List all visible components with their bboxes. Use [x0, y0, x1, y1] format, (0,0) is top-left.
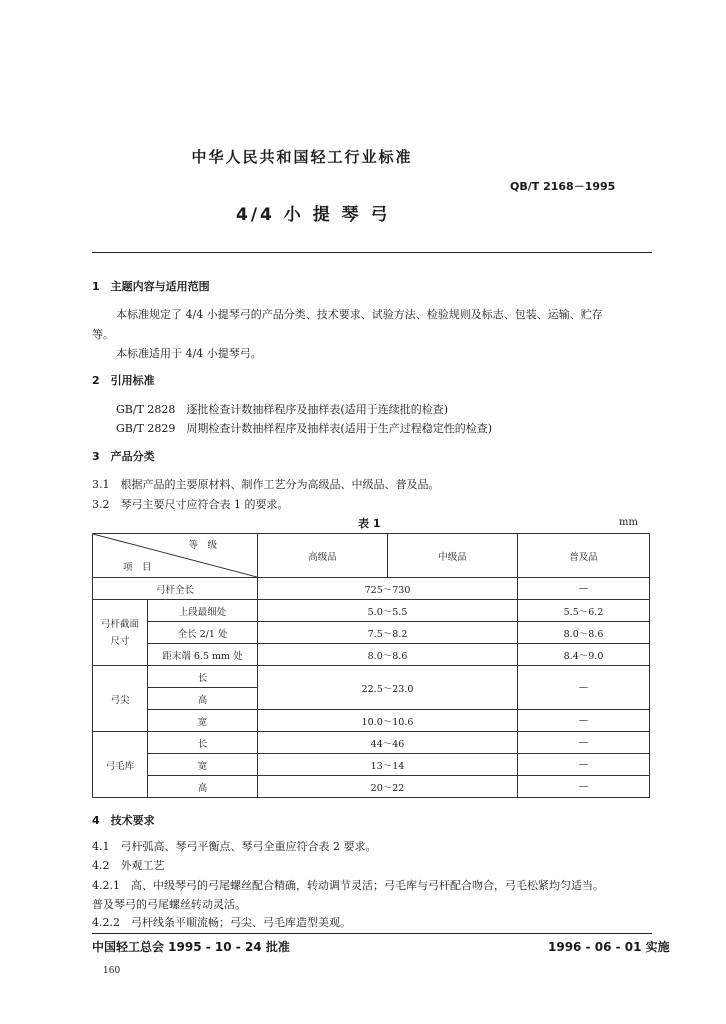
group-label-tip: 弓尖	[93, 666, 148, 732]
implementation-date: 1996 - 06 - 01 实施	[548, 940, 670, 954]
section-4-heading: 4 技术要求	[92, 814, 155, 827]
cell-end-basic: 8.4～9.0	[518, 644, 650, 666]
group-label-frog: 弓毛库	[93, 732, 148, 798]
row-label-frog-length: 长	[148, 732, 258, 754]
clause-4-1: 4.1 弓杆弧高、琴弓平衡点、琴弓全重应符合表 2 要求。	[92, 840, 377, 853]
cell-frog-width-hm: 13～14	[258, 754, 518, 776]
cell-tip-width-basic: —	[518, 710, 650, 732]
dimension-table	[92, 533, 650, 798]
cell-upper-hm: 5.0～5.5	[258, 600, 518, 622]
row-label-frog-width: 宽	[148, 754, 258, 776]
table-unit: mm	[619, 517, 638, 528]
section-1-paragraph-2: 本标准适用于 4/4 小提琴弓。	[116, 347, 262, 360]
row-label-frog-height: 高	[148, 776, 258, 798]
standard-category-title: 中华人民共和国轻工行业标准	[191, 148, 413, 166]
col-header-mid: 中级品	[388, 534, 518, 578]
cell-total-length-hm: 725～730	[258, 578, 518, 600]
row-label-total-length: 弓杆全长	[93, 578, 258, 600]
cell-end-hm: 8.0～8.6	[258, 644, 518, 666]
table-diagonal-header	[93, 534, 258, 578]
row-label-tip-width: 宽	[148, 710, 258, 732]
clause-4-2: 4.2 外观工艺	[92, 859, 165, 872]
header-item: 项 目	[123, 562, 152, 573]
row-label-tip-length: 长	[148, 666, 258, 688]
cell-tip-lh-hm: 22.5～23.0	[258, 666, 518, 710]
clause-3-1: 3.1 根据产品的主要原材料、制作工艺分为高级品、中级品、普及品。	[92, 478, 440, 491]
col-header-basic: 普及品	[518, 534, 650, 578]
cell-tip-width-hm: 10.0～10.6	[258, 710, 518, 732]
clause-4-2-1-cont: 普及琴弓的弓尾螺丝转动灵活。	[92, 898, 246, 911]
clause-4-2-2: 4.2.2 弓杆线条平顺流畅；弓尖、弓毛库造型美观。	[92, 916, 351, 929]
clause-3-2: 3.2 琴弓主要尺寸应符合表 1 的要求。	[92, 498, 289, 511]
section-1-paragraph-1-cont: 等。	[92, 328, 114, 341]
header-grade: 等 级	[188, 540, 217, 551]
cell-upper-basic: 5.5～6.2	[518, 600, 650, 622]
section-1-paragraph-1: 本标准规定了 4/4 小提琴弓的产品分类、技术要求、试验方法、检验规则及标志、包装、运输、贮存	[116, 308, 603, 321]
group-label-section: 弓杆截面尺寸	[93, 600, 148, 666]
cell-half-basic: 8.0～8.6	[518, 622, 650, 644]
page-number: 160	[103, 966, 121, 976]
col-header-high: 高级品	[258, 534, 388, 578]
standard-code: QB/T 2168－1995	[510, 180, 616, 193]
cell-frog-width-basic: —	[518, 754, 650, 776]
cell-frog-height-hm: 20～22	[258, 776, 518, 798]
section-1-heading: 1 主题内容与适用范围	[92, 280, 210, 293]
table-caption: 表 1	[358, 517, 381, 530]
row-label-end: 距末端 6.5 mm 处	[148, 644, 258, 666]
section-2-heading: 2 引用标准	[92, 374, 155, 387]
approval-date: 中国轻工总会 1995 - 10 - 24 批准	[92, 940, 290, 954]
reference-gb-2828: GB/T 2828 逐批检查计数抽样程序及抽样表(适用于连续批的检查)	[116, 403, 448, 416]
section-3-heading: 3 产品分类	[92, 450, 155, 463]
cell-half-hm: 7.5～8.2	[258, 622, 518, 644]
row-label-upper: 上段最细处	[148, 600, 258, 622]
cell-frog-height-basic: —	[518, 776, 650, 798]
header-rule	[92, 252, 652, 253]
clause-4-2-1: 4.2.1 高、中级琴弓的弓尾螺丝配合精确，转动调节灵活；弓毛库与弓杆配合吻合，弓毛松紧均匀适当。	[92, 879, 604, 892]
cell-frog-length-basic: —	[518, 732, 650, 754]
footer-rule	[92, 933, 652, 934]
cell-tip-lh-basic: —	[518, 666, 650, 710]
cell-total-length-basic: —	[518, 578, 650, 600]
reference-gb-2829: GB/T 2829 周期检查计数抽样程序及抽样表(适用于生产过程稳定性的检查)	[116, 422, 492, 435]
document-title: 4/4 小 提 琴 弓	[236, 205, 391, 225]
row-label-half: 全长 2/1 处	[148, 622, 258, 644]
cell-frog-length-hm: 44～46	[258, 732, 518, 754]
row-label-tip-height: 高	[148, 688, 258, 710]
